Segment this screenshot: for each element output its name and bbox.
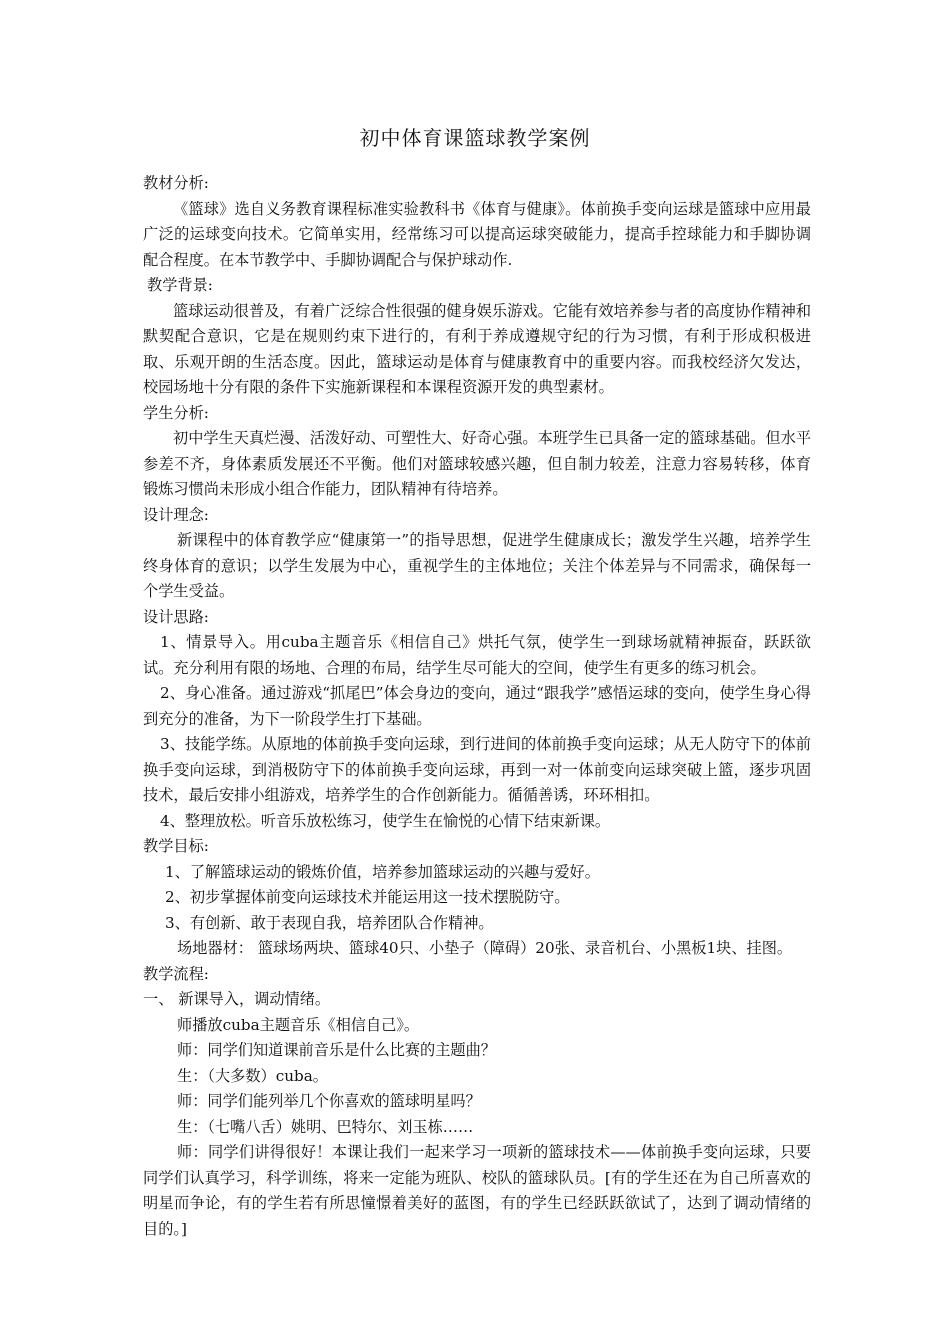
section-heading-students: 学生分析: xyxy=(143,403,209,422)
goal-item-1: 1、了解篮球运动的锻炼价值，培养参加篮球运动的兴趣与爱好。 xyxy=(165,862,600,881)
paragraph-design-2: 2、身心准备。通过游戏“抓尾巴”体会身边的变向，通过“跟我学”感悟运球的变向，使学生身心得到充分的准备，为下一阶段学生打下基础。 xyxy=(143,684,811,728)
goal-item-2: 2、初步掌握体前变向运球技术并能运用这一技术摆脱防守。 xyxy=(165,888,570,906)
process-step-1: 一、 新课导入，调动情绪。 xyxy=(143,990,331,1008)
dialogue-line-6: 师：同学们讲得很好！本课让我们一起来学习一项新的篮球技术——体前换手变向运球，只要同学们认真学习，科学训练，将来一定能为班队、校队的篮球队员。[有的学生还在为自己所喜欢的明星而争论，有的学生若有所思憧憬着美好的蓝图，有的学生已经跃跃欲试了，达到了调动情绪的目的。] xyxy=(143,1143,811,1238)
paragraph-concept: 新课程中的体育教学应“健康第一”的指导思想，促进学生健康成长；激发学生兴趣，培养学生终身体育的意识；以学生发展为中心，重视学生的主体地位；关注个体差异与不同需求，确保每一个学生受益。 xyxy=(143,531,811,600)
paragraph-design-3: 3、技能学练。从原地的体前换手变向运球，到行进间的体前换手变向运球；从无人防守下的体前换手变向运球，到消极防守下的体前换手变向运球，再到一对一体前变向运球突破上篮，逐步巩固技术，最后安排小组游戏，培养学生的合作创新能力。循循善诱，环环相扣。 xyxy=(143,735,811,804)
document-title: 初中体育课篮球教学案例 xyxy=(359,126,591,150)
paragraph-background: 篮球运动很普及，有着广泛综合性很强的健身娱乐游戏。它能有效培养参与者的高度协作精神和默契配合意识，它是在规则约束下进行的，有利于养成遵规守纪的行为习惯，有利于形成积极进取、乐观开朗的生活态度。因此，篮球运动是体育与健康教育中的重要内容。而我校经济欠发达，校园场地十分有限的条件下实施新课程和本课程资源开发的典型素材。 xyxy=(143,301,811,396)
paragraph-design-4: 4、整理放松。听音乐放松练习，使学生在愉悦的心情下结束新课。 xyxy=(160,811,611,830)
paragraph-material: 《篮球》选自义务教育课程标准实验教科书《体育与健康》。体前换手变向运球是篮球中应用最广泛的运球变向技术。它简单实用，经常练习可以提高运球突破能力，提高手控球能力和手脚协调配合程度。在本节教学中、手脚协调配合与保护球动作. xyxy=(143,199,811,269)
section-heading-design: 设计思路: xyxy=(143,607,209,626)
section-heading-goals: 教学目标: xyxy=(143,837,209,855)
goal-item-3: 3、有创新、敢于表现自我，培养团队合作精神。 xyxy=(165,913,494,932)
dialogue-line-2: 师：同学们知道课前音乐是什么比赛的主题曲？ xyxy=(177,1041,496,1059)
section-heading-material: 教材分析: xyxy=(143,174,209,192)
document-body xyxy=(143,171,811,1242)
section-heading-process: 教学流程: xyxy=(143,964,209,983)
section-heading-background: 教学背景: xyxy=(147,276,213,294)
dialogue-line-5: 生：（七嘴八舌）姚明、巴特尔、刘玉栋…… xyxy=(177,1117,474,1136)
paragraph-students: 初中学生天真烂漫、活泼好动、可塑性大、好奇心强。本班学生已具备一定的篮球基础。但水平参差不齐，身体素质发展还不平衡。他们对篮球较感兴趣，但自制力较差，注意力容易转移，体育锻炼习惯尚未形成小组合作能力，团队精神有待培养。 xyxy=(143,429,811,498)
paragraph-design-1: 1、情景导入。用cuba主题音乐《相信自己》烘托气氛，使学生一到球场就精神振奋，跃跃欲试。充分利用有限的场地、合理的布局，结学生尽可能大的空间，使学生有更多的练习机会。 xyxy=(143,633,811,677)
dialogue-line-4: 师：同学们能列举几个你喜欢的篮球明星吗？ xyxy=(177,1092,481,1110)
section-heading-concept: 设计理念: xyxy=(143,505,209,524)
dialogue-line-3: 生：（大多数）cuba。 xyxy=(177,1066,328,1085)
equipment-line: 场地器材： 篮球场两块、篮球40只、小垫子（障碍）20张、录音机台、小黑板1块、挂图。 xyxy=(177,939,793,957)
dialogue-line-1: 师播放cuba主题音乐《相信自己》。 xyxy=(177,1015,420,1034)
